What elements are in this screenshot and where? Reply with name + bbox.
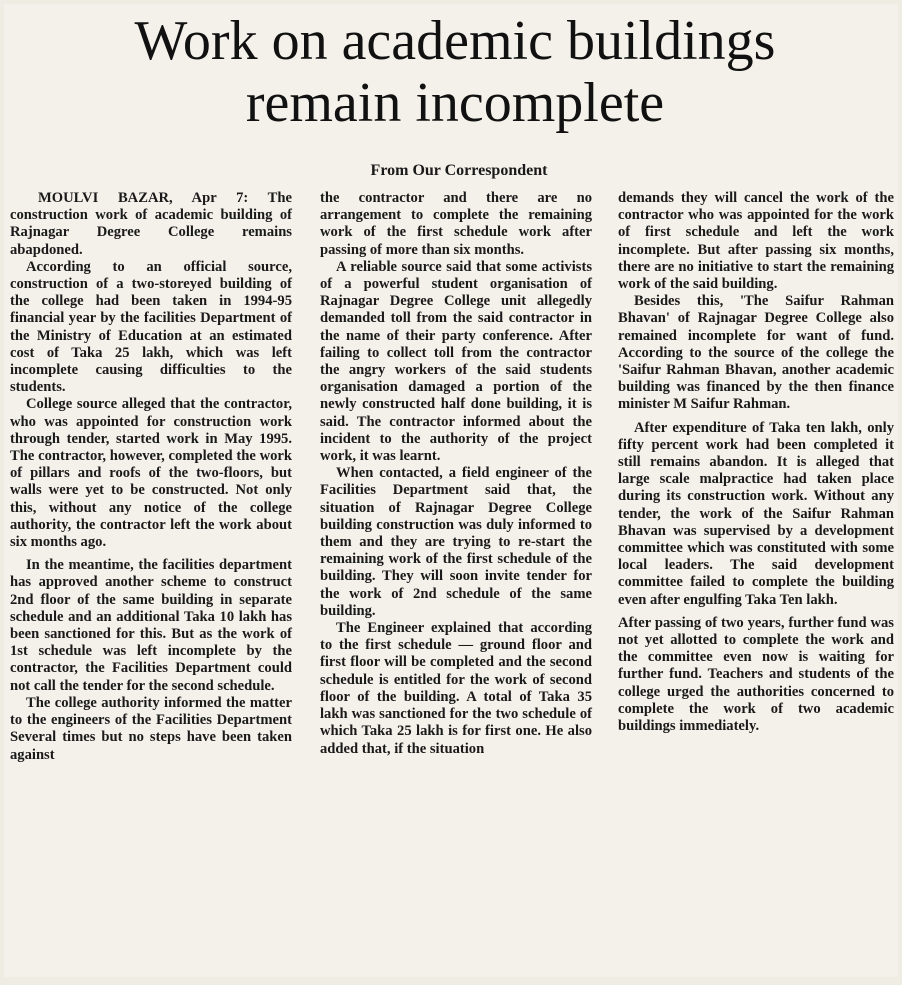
article-column-2 — [320, 190, 592, 758]
paragraph: MOULVI BAZAR, Apr 7: The construction work of academic building of Rajnagar Degree College remains abapdoned. — [10, 190, 292, 258]
paragraph: A reliable source said that some activists of a powerful student organisation of Rajnagar Degree College unit allegedly demanded toll from the said contractor in the name of their party conference. After failing to collect toll from the contractor the angry workers of the said students organisation damaged a portion of the newly constructed half done building, it is said. The contractor informed about the incident to the authority of the project work, it was learnt. — [320, 258, 592, 465]
newspaper-clipping — [4, 4, 898, 977]
headline-line-2: remain incomplete — [245, 72, 665, 134]
headline — [4, 10, 902, 134]
paragraph: In the meantime, the facilities department has approved another scheme to construct 2nd floor of the same building in separate schedule and an additional Taka 10 lakh has been sanctioned for this. But as the work of 1st schedule was left incomplete by the contractor, the Facilities Department could not call the tender for the second schedule. — [10, 557, 292, 694]
paragraph: The Engineer explained that according to the first schedule — ground floor and first floor will be completed and the second schedule is entitled for the work of second floor of the building. A total of Taka 35 lakh was sanctioned for the two schedule of which Taka 25 lakh is for first one. He also added that, if the situation — [320, 620, 592, 757]
headline-line-1: Work on academic buildings — [134, 10, 776, 72]
paragraph: After expenditure of Taka ten lakh, only fifty percent work had been completed it still remains abandon. It is alleged that large scale malpractice had taken place during its construction work. Without any tender, the work of the Saifur Rahman Bhavan was supervised by a development committee which was constituted with some local leaders. The said development committee failed to complete the building even after engulfing Taka Ten lakh. — [618, 419, 894, 608]
paragraph: College source alleged that the contractor, who was appointed for construction work through tender, started work in May 1995. The contractor, however, completed the work of pillars and roofs of the two-floors, but walls were yet to be constructed. Not only this, without any notice of the college authority, the contractor left the work about six months ago. — [10, 396, 292, 551]
article-column-1 — [10, 190, 292, 764]
paragraph: According to an official source, construction of a two-storeyed building of the college had been taken in 1994-95 financial year by the facilities Department of the Ministry of Education at an estimated cost of Taka 25 lakh, which was left incomplete causing difficulties to the students. — [10, 258, 292, 396]
byline: From Our Correspondent — [370, 162, 548, 179]
paragraph: The college authority informed the matter to the engineers of the Facilities Department Several times but no steps have been taken against — [10, 694, 292, 763]
article-column-3 — [618, 190, 894, 735]
paragraph: the contractor and there are no arrangement to complete the remaining work of the first schedule work after passing of more than six months. — [320, 190, 592, 258]
paragraph: After passing of two years, further fund was not yet allotted to complete the work and the committee even now is waiting for further fund. Teachers and students of the college urged the authorities concerned to complete the work of two academic buildings immediately. — [618, 614, 894, 735]
paragraph: Besides this, 'The Saifur Rahman Bhavan' of Rajnagar Degree College also remained incomplete for want of fund. According to the source of the college the 'Saifur Rahman Bhavan, another academic building was financed by the then finance minister M Saifur Rahman. — [618, 293, 894, 413]
paragraph: demands they will cancel the work of the contractor who was appointed for the work of first schedule and left the work incomplete. But after passing six months, there are no initiative to start the remaining work of the said building. — [618, 190, 894, 293]
paragraph: When contacted, a field engineer of the Facilities Department said that, the situation of Rajnagar Degree College building construction was duly informed to them and they are trying to re-start the remaining work of the first schedule of the building. They will soon invite tender for the work of 2nd schedule of the same building. — [320, 465, 592, 619]
